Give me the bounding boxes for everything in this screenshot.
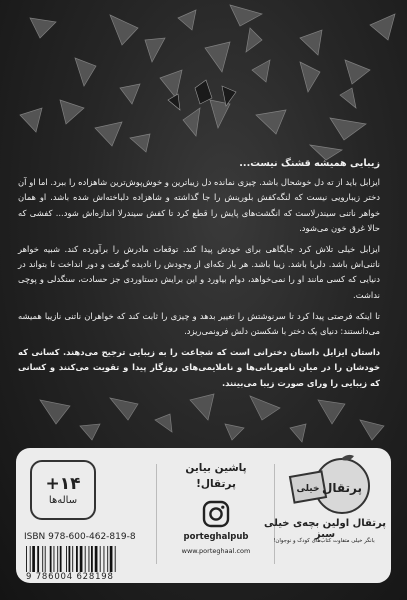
logo-text: پرتقال — [321, 481, 363, 495]
logo-text-2: خیلی — [296, 484, 320, 494]
publisher-name: پرتقال اولین بچه‌ی خیلی سبز — [264, 518, 386, 540]
divider — [274, 464, 275, 564]
age-rating-number: +۱۴ — [45, 473, 81, 494]
age-rating-badge — [30, 460, 96, 520]
barcode-digits: 9 786004 628198 — [26, 572, 114, 582]
barcode-image — [24, 546, 154, 572]
instagram-handle[interactable]: porteghalpub — [183, 532, 249, 542]
follow-us-title: پاشین بیاین پرتقال! — [185, 462, 247, 490]
age-rating-label: ساله‌ها — [48, 494, 78, 506]
blurb-title: زیبایی همیشه قشنگ نیست... — [239, 158, 380, 169]
publisher-logo — [286, 452, 378, 518]
publisher-footer-panel — [16, 448, 391, 583]
instagram-icon[interactable] — [202, 500, 230, 528]
blurb-paragraph-bold: داستان ایزابل داستان دخترانی است که شجاعت را به زیبایی ترجیح می‌دهند. کسانی که خودشان را در میان نامهربانی‌ها و ناملایمی‌های روزگار پیدا و تقویت می‌کنند و کسانی که زیبایی را ورای صورت زیبا می‌بینند. — [18, 347, 380, 388]
blurb-paragraph-3: تا اینکه فرصتی پیدا کرد تا سرنوشتش را تغییر بدهد و چیزی را ثابت کند که خواهران ناتنی نازیبا همیشه می‌دانستند: دنیای یک دختر با شکستن دلش فرونمی‌ریزد. — [18, 310, 380, 337]
divider — [156, 464, 157, 564]
isbn-text: ISBN 978-600-462-819-8 — [24, 532, 136, 542]
blurb-paragraph-2: ایزابل خیلی تلاش کرد جایگاهی برای خودش پیدا کند. توقعات مادرش را برآورده کند. شبیه خواهر ناتنی‌اش باشد. دلربا باشد. زیبا باشد. هر بار تکه‌ای از وجودش را نادیده گرفت و دور انداخت تا بتواند در دنیایی که کسی مانند او را نمی‌خواهد، دوام بیاورد و این برایش دستاوردی جز حسادت، سنگدلی و پوچی نداشت. — [18, 244, 380, 300]
publisher-subtitle: بانگر خیلی متفاوت کتاب‌های کودک و نوجوان! — [273, 538, 375, 544]
website-link[interactable]: www.porteghaal.com — [181, 547, 251, 555]
back-cover-text — [18, 156, 380, 397]
blurb-paragraph-1: ایزابل باید از ته دل خوشحال باشد. چیزی نمانده دل زیباترین و خوش‌پوش‌ترین شاهزاده را ببرد. اما او آن دختر زیبارویی نیست که لنگه‌کفش بلورینش را جا گذاشته و شاهزاده دلباخته‌اش شده باشد. او همان خواهر ناتنی سیندرلاست که انگشت‌های پایش را قطع کرد تا کفش سیندرلا اندازه‌اش شود... کفشی که حالا غرق خون می‌شود. — [18, 177, 380, 233]
